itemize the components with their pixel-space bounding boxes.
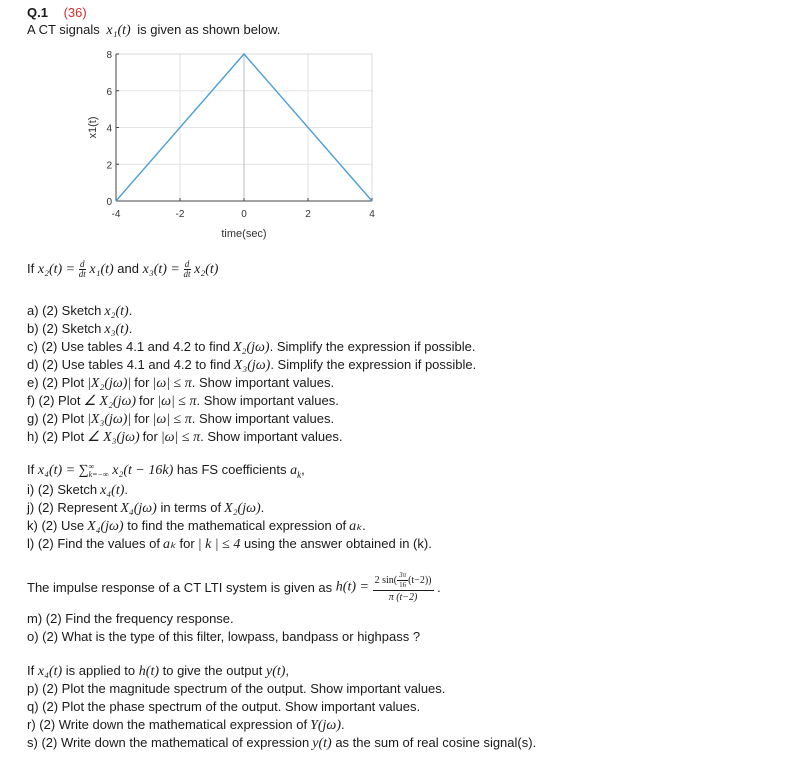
y-tick-label: 6 bbox=[106, 86, 112, 98]
question-tail2: . bbox=[362, 518, 366, 533]
question-mid: for bbox=[134, 411, 150, 426]
question-item bbox=[27, 303, 132, 320]
question-math: X₄(jω) bbox=[87, 519, 124, 534]
question-math2: | k | ≤ 4 bbox=[197, 537, 241, 552]
question-mid: for bbox=[134, 375, 150, 390]
question-math: ∠ X₃(jω) bbox=[87, 430, 140, 445]
impulse-response bbox=[27, 572, 441, 603]
question-item bbox=[27, 717, 345, 734]
question-label: a) (2) Sketch bbox=[27, 303, 102, 318]
impulse-tail: . bbox=[437, 580, 441, 595]
question-tail: . Show important values. bbox=[196, 393, 339, 408]
applied-statement: If x₄(t) is applied to h(t) to give the output y(t), bbox=[27, 663, 290, 679]
question-item bbox=[27, 375, 334, 392]
question-item bbox=[27, 681, 445, 696]
question-label: q) (2) Plot the phase spectrum of the output. Show important values. bbox=[27, 699, 421, 714]
def-if: If bbox=[27, 260, 35, 276]
question-tail: . Show important values. bbox=[191, 375, 335, 390]
def-x2-rhs: x₂(t) bbox=[194, 261, 219, 277]
question-tail: . Show important values. bbox=[191, 411, 335, 426]
question-tail: for bbox=[175, 536, 195, 551]
question-item bbox=[27, 518, 366, 535]
sum-limits: ∞ k=−∞ bbox=[88, 461, 109, 479]
def-x3-lhs: x₃(t) = bbox=[142, 261, 180, 277]
question-item bbox=[27, 393, 339, 410]
derivative-definitions bbox=[27, 260, 218, 279]
question-item bbox=[27, 611, 234, 626]
x-tick-label: -4 bbox=[111, 209, 121, 220]
question-tail: . Simplify the expression if possible. bbox=[270, 357, 477, 372]
question-tail: . Simplify the expression if possible. bbox=[269, 339, 476, 354]
question-tail: as the sum of real cosine signal(s). bbox=[331, 735, 537, 750]
question-label: o) (2) What is the type of this filter, lowpass, bandpass or highpass ? bbox=[27, 629, 421, 644]
question-item bbox=[27, 699, 420, 714]
question-cond: |ω| ≤ π bbox=[160, 430, 201, 445]
question-math: ∠ X₂(jω) bbox=[83, 394, 137, 409]
question-label: e) (2) Plot bbox=[27, 375, 85, 390]
question-label: g) (2) Plot bbox=[27, 411, 85, 426]
question-cond: |ω| ≤ π bbox=[152, 412, 192, 427]
def-d-dt-2: $\frac{d}{dt}$ bbox=[183, 259, 191, 279]
y-axis-label: x1(t) bbox=[87, 116, 99, 139]
question-label: j) (2) Represent bbox=[27, 500, 118, 515]
question-label: r) (2) Write down the mathematical expression of bbox=[27, 717, 308, 732]
question-item bbox=[27, 629, 420, 644]
x4-mid: has FS coefficients bbox=[176, 462, 287, 477]
question-math: x₂(t) bbox=[104, 304, 129, 319]
question-number-text: Q.1 bbox=[27, 5, 48, 20]
question-math: X₂(jω) bbox=[233, 340, 270, 355]
x-tick-label: -2 bbox=[175, 209, 185, 220]
question-cond: |ω| ≤ π bbox=[157, 394, 197, 409]
question-math: x₃(t) bbox=[104, 322, 129, 337]
question-item bbox=[27, 339, 476, 356]
x-axis-label: time(sec) bbox=[221, 228, 267, 240]
question-label: p) (2) Plot the magnitude spectrum of the output. Show important values. bbox=[27, 681, 446, 696]
question-mid: for bbox=[139, 393, 155, 408]
question-item bbox=[27, 321, 132, 338]
question-label: d) (2) Use tables 4.1 and 4.2 to find bbox=[27, 357, 231, 372]
x4-sum: x₄(t) = ∑ bbox=[37, 463, 89, 478]
question-tail: . bbox=[128, 303, 133, 318]
question-item bbox=[27, 429, 342, 446]
question-math: x₄(t) bbox=[100, 483, 125, 498]
x-tick-label: 0 bbox=[241, 209, 247, 220]
question-tail: . bbox=[128, 321, 133, 336]
question-item bbox=[27, 357, 476, 374]
impulse-prefix: The impulse response of a CT LTI system is given as bbox=[27, 580, 333, 595]
question-marks: (36) bbox=[63, 5, 87, 20]
def-x1-rhs: x₁(t) bbox=[89, 261, 114, 277]
question-tail: to find the mathematical expression of bbox=[123, 518, 347, 533]
impulse-lhs: h(t) = bbox=[335, 579, 369, 595]
question-math: X₃(jω) bbox=[233, 358, 271, 373]
question-math: |X₃(jω)| bbox=[87, 412, 132, 427]
def-and: and bbox=[117, 260, 139, 276]
question-math2: X₂(jω) bbox=[224, 501, 261, 516]
question-math: Y(jω) bbox=[310, 718, 341, 733]
x-tick-label: 2 bbox=[305, 209, 311, 220]
intro-prefix: A CT signals bbox=[27, 22, 100, 37]
y-tick-label: 0 bbox=[106, 197, 112, 208]
question-cond: |ω| ≤ π bbox=[152, 376, 192, 391]
question-tail2: using the answer obtained in (k). bbox=[240, 536, 432, 551]
y-tick-label: 4 bbox=[106, 123, 112, 135]
question-label: c) (2) Use tables 4.1 and 4.2 to find bbox=[27, 339, 231, 354]
x4-term: x₂(t − 16k) bbox=[112, 463, 174, 478]
question-label: k) (2) Use bbox=[27, 518, 85, 533]
question-label: l) (2) Find the values of bbox=[27, 536, 160, 551]
question-label: i) (2) Sketch bbox=[27, 482, 98, 497]
x4-coef: $a_k$ bbox=[290, 463, 302, 480]
signal-plot bbox=[0, 0, 792, 250]
question-label: f) (2) Plot bbox=[27, 393, 81, 408]
question-tail: . Show important values. bbox=[200, 429, 343, 444]
question-mid: for bbox=[142, 429, 158, 444]
x4-if: If bbox=[27, 462, 35, 477]
question-math2: aₖ bbox=[349, 519, 363, 534]
def-d-dt-1: $\frac{d}{dt}$ bbox=[78, 259, 86, 279]
question-label: h) (2) Plot bbox=[27, 429, 85, 444]
question-item bbox=[27, 536, 432, 553]
x-tick-label: 4 bbox=[369, 209, 375, 220]
question-math: y(t) bbox=[312, 736, 332, 751]
question-math: X₄(jω) bbox=[120, 501, 157, 516]
intro-signal: x₁(t) bbox=[106, 23, 131, 38]
question-item bbox=[27, 735, 536, 752]
question-math: |X₂(jω)| bbox=[87, 376, 132, 391]
question-label: m) (2) Find the frequency response. bbox=[27, 611, 234, 626]
question-label: s) (2) Write down the mathematical of expression bbox=[27, 735, 310, 750]
question-tail: . bbox=[124, 482, 128, 497]
intro-suffix: is given as shown below. bbox=[137, 22, 281, 37]
y-tick-label: 8 bbox=[106, 50, 112, 61]
question-label: b) (2) Sketch bbox=[27, 321, 102, 336]
x4-tail: , bbox=[301, 462, 305, 477]
question-tail2: . bbox=[260, 500, 265, 515]
y-tick-label: 2 bbox=[106, 160, 112, 172]
question-math: aₖ bbox=[162, 537, 176, 552]
impulse-fraction: 2 sin( $\frac{3\pi}{16}$ (t−2)) π (t−2) bbox=[374, 571, 432, 603]
def-x2-lhs: x₂(t) = bbox=[37, 261, 76, 277]
question-item bbox=[27, 411, 334, 428]
question-item bbox=[27, 500, 264, 517]
question-tail: in terms of bbox=[156, 500, 222, 515]
x4-definition bbox=[27, 462, 305, 480]
question-item bbox=[27, 482, 128, 499]
question-tail: . bbox=[340, 717, 345, 732]
